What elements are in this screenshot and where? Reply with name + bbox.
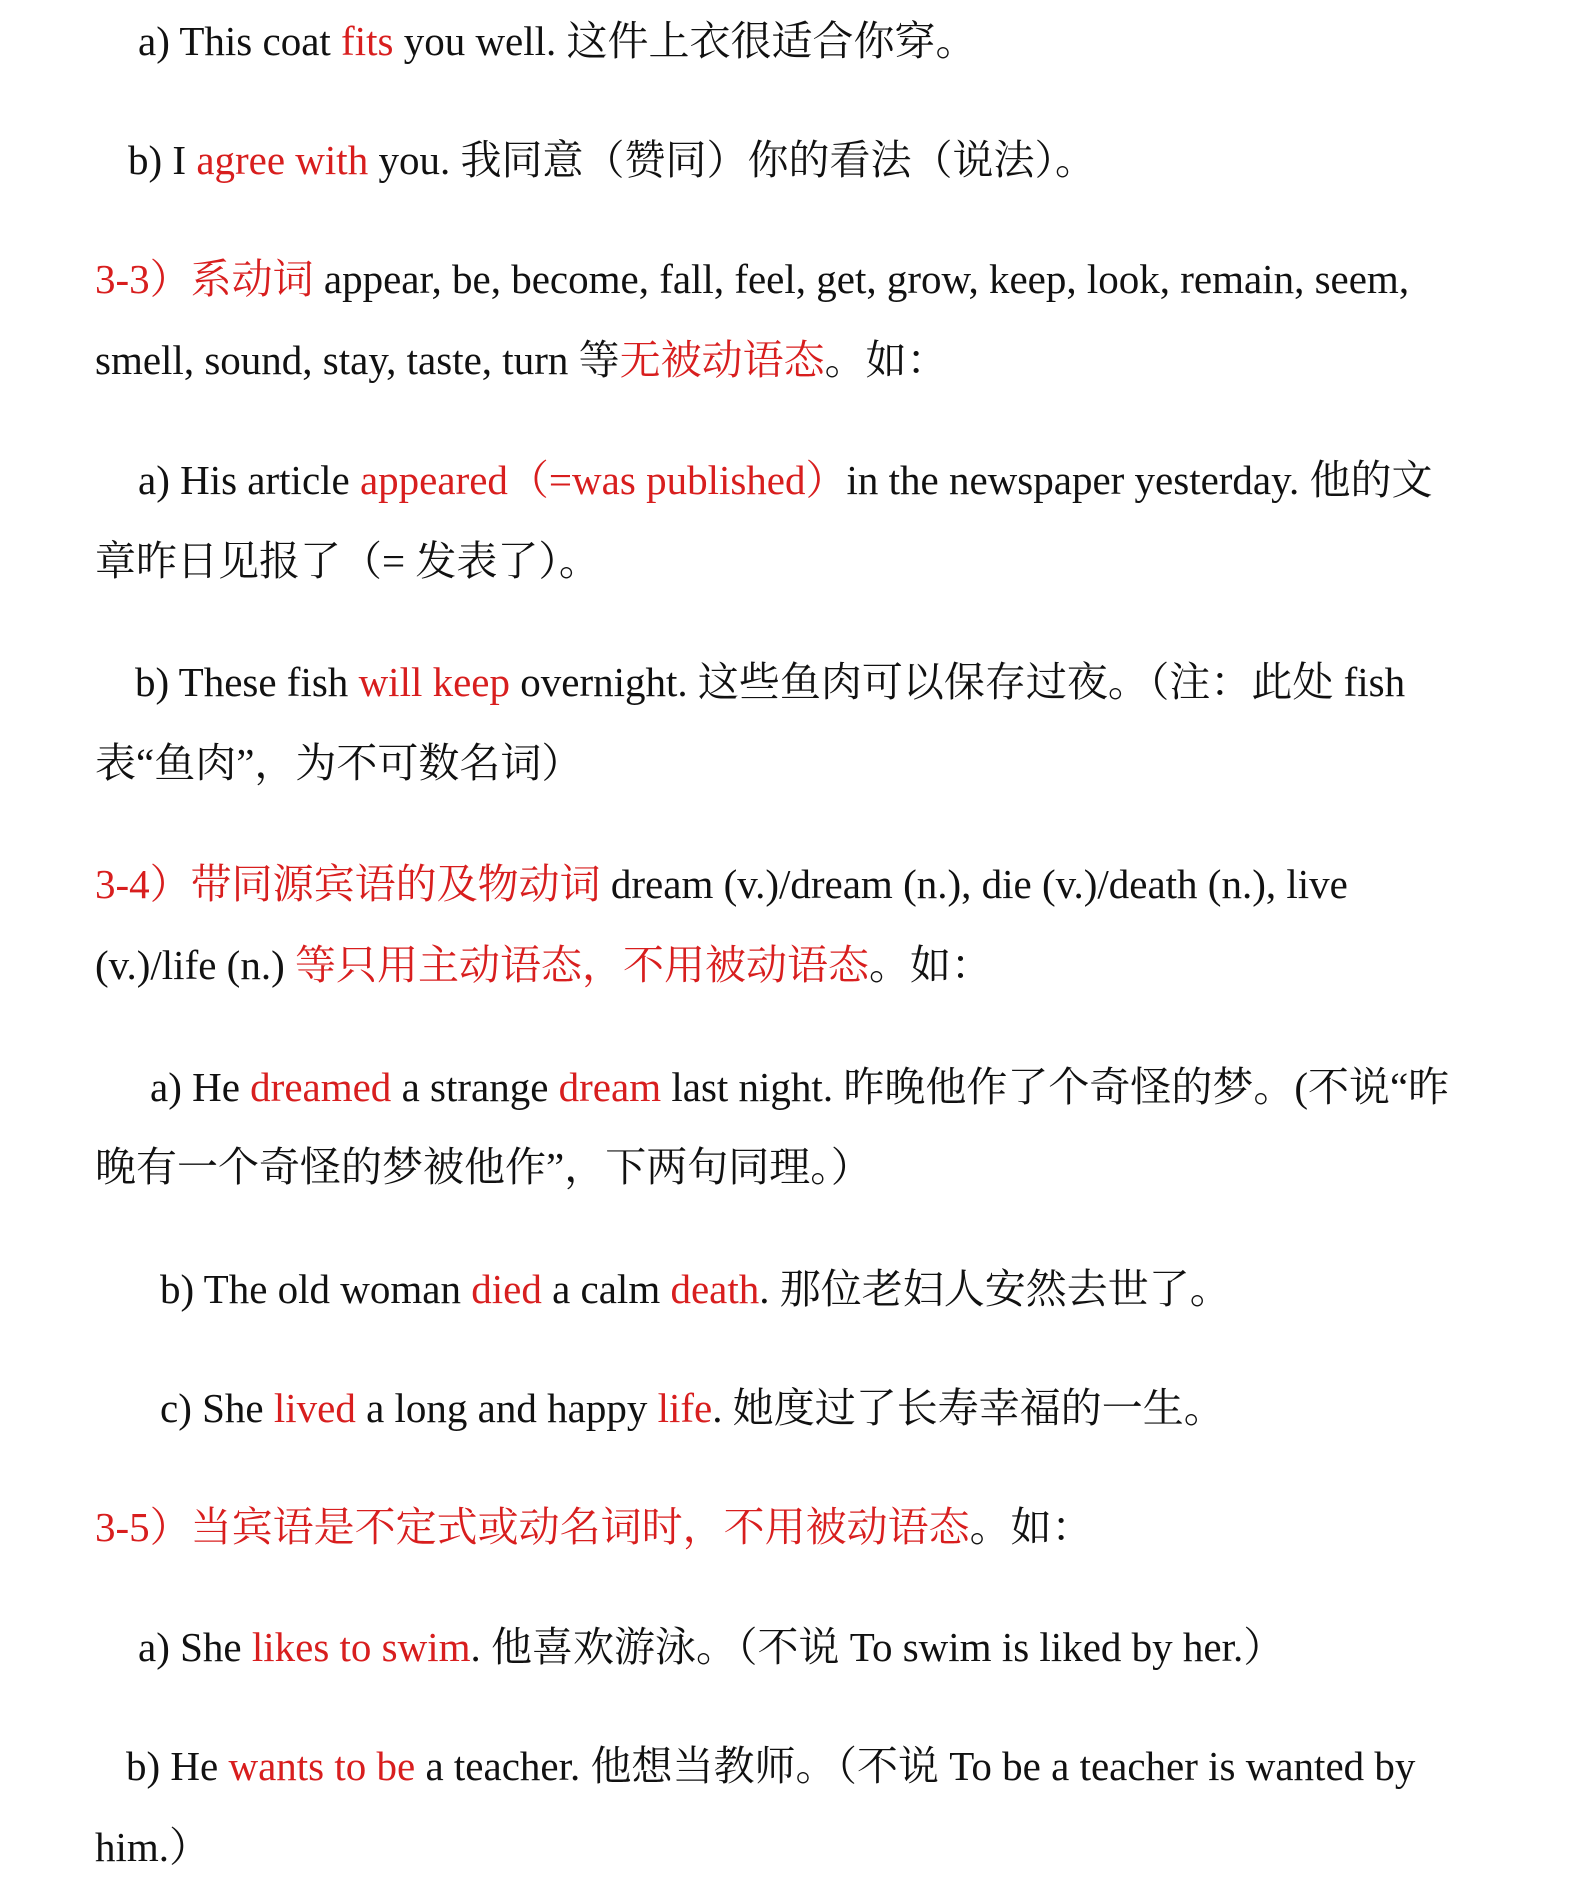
text-segment: a) His article	[138, 457, 360, 503]
highlighted-phrase: agree with	[196, 137, 369, 183]
example-b-will-keep	[135, 657, 1492, 707]
section-3-5-heading	[95, 1502, 1492, 1552]
highlighted-phrase: appeared（=was published）	[359, 457, 847, 503]
text-segment: in the newspaper yesterday. 他的文	[846, 457, 1433, 503]
example-a-appeared-cont	[95, 536, 1492, 586]
text-segment: 晚有一个奇怪的梦被他作”，下两句同理。）	[95, 1144, 872, 1190]
highlighted-phrase: 3-3）系动词	[95, 256, 314, 302]
highlighted-phrase: 3-5）当宾语是不定式或动名词时，不用被动语态	[95, 1504, 970, 1550]
text-segment: a) This coat	[138, 18, 342, 64]
highlighted-phrase: 3-4）带同源宾语的及物动词	[95, 861, 601, 907]
text-segment: a) He	[150, 1064, 251, 1110]
section-3-4-heading-cont	[95, 940, 1492, 990]
text-segment: b) These fish	[135, 659, 359, 705]
highlighted-phrase: likes to swim	[251, 1624, 471, 1670]
text-segment: b) He	[126, 1743, 229, 1789]
text-segment: . 他喜欢游泳。（不说 To swim is liked by her.）	[470, 1624, 1285, 1670]
text-segment: . 她度过了长寿幸福的一生。	[712, 1385, 1225, 1431]
text-segment: dream (v.)/dream (n.), die (v.)/death (n.), live	[600, 861, 1348, 907]
text-segment: you. 我同意（赞同）你的看法（说法）。	[368, 137, 1096, 183]
text-segment: you well. 这件上衣很适合你穿。	[393, 18, 977, 64]
example-b-will-keep-cont	[95, 738, 1492, 788]
highlighted-phrase: lived	[273, 1385, 356, 1431]
example-b-wants-to-be-cont	[95, 1822, 1492, 1872]
highlighted-phrase: 无被动语态	[619, 337, 825, 383]
highlighted-phrase: dream	[558, 1064, 662, 1110]
example-a-likes-to-swim	[138, 1622, 1492, 1672]
highlighted-phrase: 等只用主动语态，不用被动语态	[294, 942, 869, 988]
text-segment: 表“鱼肉”，为不可数名词）	[95, 740, 583, 786]
text-segment: . 那位老妇人安然去世了。	[759, 1266, 1231, 1312]
highlighted-phrase: life	[657, 1385, 713, 1431]
text-segment: 。如：	[969, 1504, 1093, 1550]
example-a-fits	[138, 16, 1492, 66]
example-a-dreamed-cont	[95, 1142, 1492, 1192]
text-segment: a calm	[541, 1266, 671, 1312]
example-a-appeared	[138, 455, 1492, 505]
text-segment: him.）	[95, 1824, 211, 1870]
highlighted-phrase: wants to be	[228, 1743, 416, 1789]
text-segment: last night. 昨晚他作了个奇怪的梦。(不说“昨	[661, 1064, 1450, 1110]
text-segment: 。如：	[824, 337, 948, 383]
text-segment: b) The old woman	[160, 1266, 472, 1312]
example-b-agree-with	[128, 135, 1492, 185]
section-3-4-heading	[95, 859, 1492, 909]
text-segment: b) I	[128, 137, 197, 183]
highlighted-phrase: death	[670, 1266, 760, 1312]
highlighted-phrase: dreamed	[250, 1064, 392, 1110]
text-segment: 。如：	[868, 942, 992, 988]
example-c-lived	[160, 1383, 1492, 1433]
section-3-3-heading-cont	[95, 335, 1492, 385]
text-segment: overnight. 这些鱼肉可以保存过夜。（注：此处 fish	[510, 659, 1406, 705]
text-segment: 章昨日见报了（= 发表了）。	[95, 538, 600, 584]
highlighted-phrase: fits	[341, 18, 394, 64]
text-segment: a long and happy	[355, 1385, 658, 1431]
highlighted-phrase: will keep	[358, 659, 510, 705]
text-segment: a) She	[138, 1624, 252, 1670]
text-segment: smell, sound, stay, taste, turn 等	[95, 337, 620, 383]
example-a-dreamed	[150, 1062, 1492, 1112]
highlighted-phrase: died	[471, 1266, 542, 1312]
text-segment: a teacher. 他想当教师。（不说 To be a teacher is wanted by	[415, 1743, 1416, 1789]
text-segment: c) She	[160, 1385, 274, 1431]
example-b-wants-to-be	[126, 1741, 1492, 1791]
text-segment: appear, be, become, fall, feel, get, grow, keep, look, remain, seem,	[313, 256, 1410, 302]
text-segment: (v.)/life (n.)	[95, 942, 295, 988]
section-3-3-heading	[95, 254, 1492, 304]
text-segment: a strange	[391, 1064, 559, 1110]
example-b-died	[160, 1264, 1492, 1314]
